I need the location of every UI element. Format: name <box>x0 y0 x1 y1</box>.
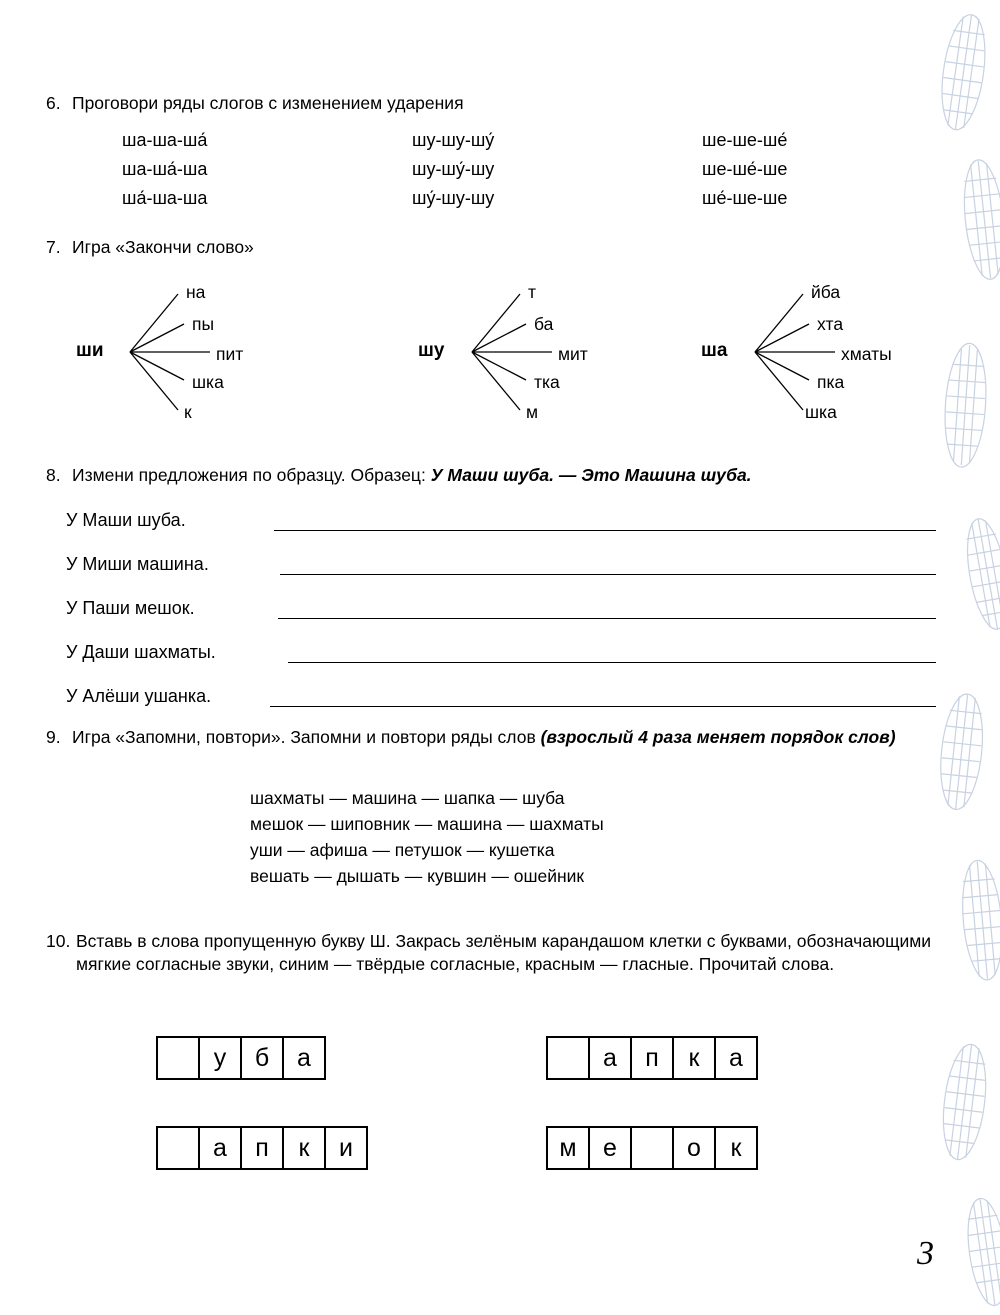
letter-grid-shapki <box>156 1126 366 1170</box>
sentence-text: У Алёши ушанка. <box>66 686 212 706</box>
fan-stem-label: ша <box>701 340 728 361</box>
fan-ending: мит <box>558 344 588 364</box>
exercise-9-word-rows <box>250 788 604 892</box>
fan-ending: хматы <box>841 344 892 364</box>
fan-ending: пит <box>216 344 244 364</box>
answer-writing-line[interactable] <box>270 706 936 707</box>
exercise-6 <box>46 92 936 115</box>
fan-ending: м <box>526 402 539 422</box>
exercise-8-instruction-example: У Маши шуба. — Это Машина шуба. <box>430 465 752 485</box>
letter-cell[interactable]: п <box>630 1036 674 1080</box>
fan-ending: к <box>184 402 192 422</box>
sentence-row <box>66 506 946 550</box>
word-fan-shu <box>418 272 718 432</box>
word-row: уши — афиша — петушок — кушетка <box>250 840 555 860</box>
fan-endings <box>418 272 718 432</box>
exercise-10-number: 10. <box>46 931 71 951</box>
exercise-6-syllable-table <box>122 130 942 217</box>
letter-grid-shapka <box>546 1036 756 1080</box>
exercise-9-instruction-example: (взрослый 4 раза меняет порядок слов) <box>540 727 896 747</box>
exercise-9 <box>46 726 936 749</box>
exercise-9-instruction-plain: Игра «Запомни, повтори». Запомни и повтори ряды слов <box>72 727 541 747</box>
page-number: 3 <box>917 1235 934 1272</box>
fan-endings <box>76 272 376 432</box>
exercise-8-number: 8. <box>46 465 61 485</box>
exercise-6-heading <box>46 92 936 115</box>
letter-cell[interactable]: а <box>714 1036 758 1080</box>
word-fan-sha <box>701 272 1000 432</box>
exercise-7-instruction: Игра «Закончи слово» <box>72 237 254 257</box>
exercise-9-heading <box>46 726 936 749</box>
sentence-row <box>66 594 946 638</box>
letter-cell-empty[interactable] <box>156 1036 200 1080</box>
exercise-7-number: 7. <box>46 237 61 257</box>
fan-ending: йба <box>811 282 841 302</box>
letter-cell[interactable]: а <box>588 1036 632 1080</box>
exercise-8 <box>46 464 936 487</box>
fan-ending: тка <box>534 372 560 392</box>
letter-cell[interactable]: к <box>672 1036 716 1080</box>
syllable-cell: ша́-ша-ша <box>122 188 208 208</box>
answer-writing-line[interactable] <box>288 662 936 663</box>
fan-ending: пы <box>192 314 215 334</box>
exercise-10-instruction: Вставь в слова пропущенную букву Ш. Закрась зелёным карандашом клетки с буквами, обозначающими мягкие согласные звуки, синим — твёрдые согласные, красным — гласные. Прочитай слова. <box>76 931 932 975</box>
letter-cell-empty[interactable] <box>156 1126 200 1170</box>
letter-cell[interactable]: и <box>324 1126 368 1170</box>
pinecone-border-svg <box>938 0 1000 1315</box>
fan-ending: хта <box>817 314 844 334</box>
syllable-cell: ше-ше́-ше <box>702 159 788 179</box>
fan-ending: шка <box>805 402 837 422</box>
letter-cell[interactable]: е <box>588 1126 632 1170</box>
exercise-7-heading <box>46 236 936 259</box>
sentence-text: У Маши шуба. <box>66 510 186 530</box>
sentence-text: У Паши мешок. <box>66 598 195 618</box>
exercise-8-heading <box>46 464 936 487</box>
syllable-cell: шу-шу́-шу <box>412 159 495 179</box>
fan-stem-label: шу <box>418 340 445 361</box>
exercise-8-instruction <box>72 464 936 487</box>
word-row: вешать — дышать — кувшин — ошейник <box>250 866 585 886</box>
answer-writing-line[interactable] <box>278 618 936 619</box>
syllable-row <box>122 130 942 159</box>
answer-writing-line[interactable] <box>280 574 936 575</box>
syllable-cell: шу́-шу-шу <box>412 188 495 208</box>
sentence-text: У Миши машина. <box>66 554 209 574</box>
syllable-row <box>122 188 942 217</box>
fan-ending: на <box>186 282 206 302</box>
sentence-row <box>66 638 946 682</box>
exercise-8-instruction-plain: Измени предложения по образцу. Образец: <box>72 465 431 485</box>
exercise-6-number: 6. <box>46 93 61 113</box>
letter-grid-shuba <box>156 1036 324 1080</box>
syllable-cell: ше́-ше-ше <box>702 188 788 208</box>
letter-cell[interactable]: м <box>546 1126 590 1170</box>
fan-ending: пка <box>817 372 845 392</box>
letter-cell[interactable]: о <box>672 1126 716 1170</box>
exercise-7 <box>46 236 936 259</box>
exercise-9-number: 9. <box>46 727 61 747</box>
letter-cell[interactable]: п <box>240 1126 284 1170</box>
exercise-10-heading <box>46 930 936 976</box>
letter-cell-empty[interactable] <box>630 1126 674 1170</box>
exercise-6-instruction: Проговори ряды слогов с изменением ударения <box>72 93 464 113</box>
syllable-cell: ше-ше-ше́ <box>702 130 788 150</box>
answer-writing-line[interactable] <box>274 530 936 531</box>
fan-ending: ба <box>534 314 554 334</box>
syllable-cell: ша-ша-ша́ <box>122 130 208 150</box>
fan-ending: т <box>528 282 537 302</box>
word-row: мешок — шиповник — машина — шахматы <box>250 814 604 834</box>
letter-cell[interactable]: а <box>282 1036 326 1080</box>
word-row: шахматы — машина — шапка — шуба <box>250 788 565 808</box>
exercise-10 <box>46 930 936 976</box>
fan-ending: шка <box>192 372 224 392</box>
letter-cell-empty[interactable] <box>546 1036 590 1080</box>
pinecone-border-decoration <box>938 0 1000 1315</box>
syllable-cell: ша-ша́-ша <box>122 159 208 179</box>
exercise-8-sentence-list <box>66 506 946 726</box>
syllable-cell: шу-шу-шу́ <box>412 130 495 150</box>
letter-cell[interactable]: к <box>282 1126 326 1170</box>
syllable-row <box>122 159 942 188</box>
fan-stem-label: ши <box>76 340 104 361</box>
exercise-9-instruction <box>72 726 936 749</box>
exercise-7-word-fans <box>46 272 946 432</box>
fan-endings <box>701 272 1000 432</box>
sentence-row <box>66 682 946 726</box>
letter-grid-meshok <box>546 1126 756 1170</box>
letter-cell[interactable]: б <box>240 1036 284 1080</box>
letter-cell[interactable]: к <box>714 1126 758 1170</box>
word-fan-shi <box>76 272 376 432</box>
sentence-text: У Даши шахматы. <box>66 642 216 662</box>
letter-cell[interactable]: а <box>198 1126 242 1170</box>
sentence-row <box>66 550 946 594</box>
letter-cell[interactable]: у <box>198 1036 242 1080</box>
